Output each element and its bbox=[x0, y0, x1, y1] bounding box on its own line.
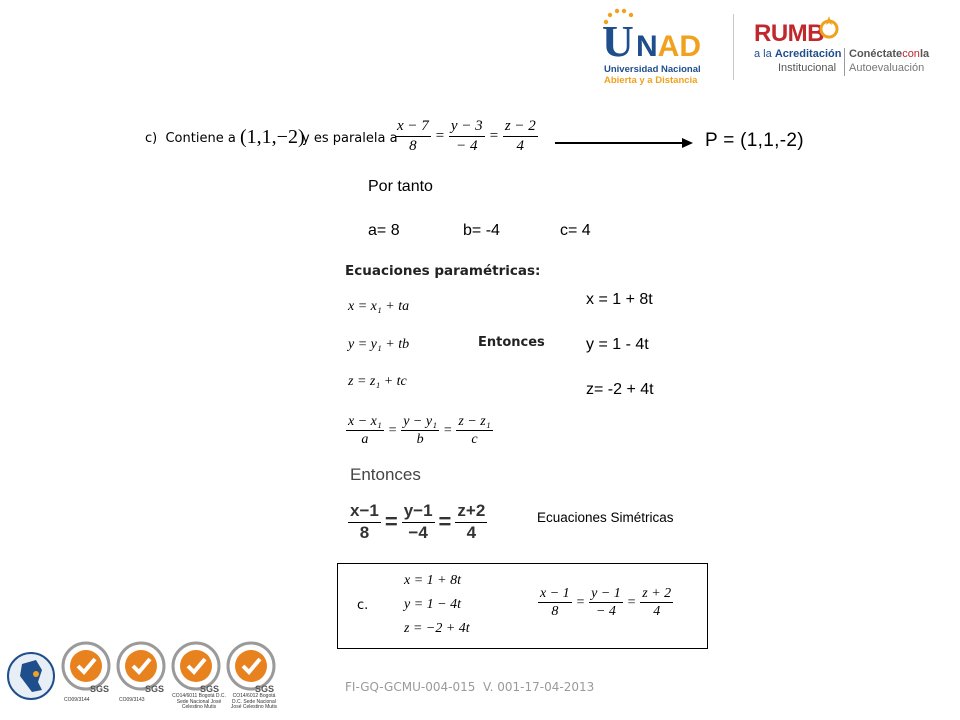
sym-n2: y−1 bbox=[402, 502, 435, 523]
answer-param-x: x = 1 + 8t bbox=[404, 573, 461, 588]
value-a: a= 8 bbox=[368, 222, 400, 239]
answer-box bbox=[337, 563, 708, 649]
header-divider bbox=[733, 14, 734, 80]
entonces-label-1: Entonces bbox=[478, 335, 545, 350]
symmetric-general: $\frac{\text{x − x₁}}{a}$ = $\frac{\text{y − y₁}}{b}$ = $\frac{\text{z − z₁}}{c}$ bbox=[348, 414, 491, 448]
param-result-y: y = 1 - 4t bbox=[586, 336, 649, 353]
answer-symmetric: $\frac{x - 1}{8}$ = $\frac{y - 1}{- 4}$ = $\frac{z + 2}{4}$ bbox=[540, 586, 672, 620]
footer-logos bbox=[6, 640, 286, 720]
sym-gen-n2: y − y₁ bbox=[401, 414, 439, 431]
ans-d2: − 4 bbox=[595, 604, 616, 620]
p-result: P = (1,1,-2) bbox=[705, 130, 804, 151]
unad-brand-n: N bbox=[636, 30, 658, 63]
entonces-label-2: Entonces bbox=[350, 465, 421, 484]
autoevaluacion: Autoevaluación bbox=[849, 62, 925, 74]
line-f2-num: y − 3 bbox=[449, 118, 485, 137]
problem-point: (1,1,−2) bbox=[240, 126, 305, 148]
sym-gen-d3: c bbox=[471, 432, 478, 448]
answer-label: c. bbox=[357, 598, 369, 613]
rumbo-logo bbox=[752, 12, 952, 86]
seal-caption-1: CO09/3144 bbox=[64, 697, 90, 703]
line-f1-num: x − 7 bbox=[395, 118, 431, 137]
rumbo-prefix: a la bbox=[754, 48, 772, 60]
sym-gen-n3: z − z₁ bbox=[456, 414, 492, 431]
ans-n3: z + 2 bbox=[640, 586, 673, 603]
ans-n2: y − 1 bbox=[589, 586, 623, 603]
line-f3-den: 4 bbox=[516, 137, 525, 154]
line-f2-den: − 4 bbox=[456, 137, 478, 154]
rumbo-strong: Acreditación bbox=[774, 48, 842, 60]
line-equation: $\frac{x - 7}{8}$ = $\frac{y - 3}{- 4}$ = $\frac{z - 2}{4}$ bbox=[397, 118, 536, 154]
problem-statement-a: c) Contiene a bbox=[145, 131, 236, 146]
rumbo-brand: RUMB bbox=[754, 20, 824, 47]
symmetric-result: $\frac{x-1}{8}$ = $\frac{y-1}{-4}$ = $\frac{z+2}{4}$ bbox=[350, 501, 486, 542]
param-eq-x: x = x₁ + ta bbox=[348, 299, 410, 314]
line-f1-den: 8 bbox=[409, 137, 417, 154]
unad-brand-u: U bbox=[602, 17, 634, 66]
answer-param-z: z = −2 + 4t bbox=[404, 621, 470, 636]
sym-gen-n1: x − x₁ bbox=[346, 414, 384, 431]
value-c: c= 4 bbox=[560, 222, 591, 239]
line-f3-num: z − 2 bbox=[503, 118, 538, 137]
sgs-label-1: SGS bbox=[90, 684, 110, 694]
param-eq-z: z = z₁ + tc bbox=[348, 374, 407, 389]
param-eq-y: y = y₁ + tb bbox=[348, 337, 410, 352]
param-result-x: x = 1 + 8t bbox=[586, 291, 653, 308]
sgs-seal-1 bbox=[60, 640, 116, 720]
conectate-c: la bbox=[919, 48, 930, 60]
sgs-label-4: SGS bbox=[255, 684, 275, 694]
sym-d3: 4 bbox=[466, 522, 477, 542]
sym-d1: 8 bbox=[359, 522, 370, 542]
por-tanto: Por tanto bbox=[368, 178, 433, 195]
unad-brand-ad: AD bbox=[657, 30, 702, 63]
ans-n1: x − 1 bbox=[538, 586, 572, 603]
sym-d2: −4 bbox=[408, 522, 428, 542]
sym-gen-d2: b bbox=[416, 432, 424, 448]
ans-d1: 8 bbox=[551, 604, 559, 620]
sgs-seal-2 bbox=[115, 640, 171, 720]
sgs-seal-3 bbox=[170, 640, 226, 720]
unad-line1: Universidad Nacional bbox=[604, 64, 701, 75]
compass-icon bbox=[818, 16, 840, 40]
ans-d3: 4 bbox=[653, 604, 661, 620]
footer-code: FI-GQ-GCMU-004-015 V. 001-17-04-2013 bbox=[345, 680, 595, 694]
answer-param-y: y = 1 − 4t bbox=[404, 597, 461, 612]
value-b: b= -4 bbox=[463, 222, 500, 239]
conectate-a: Conéctate bbox=[849, 48, 903, 60]
unad-line2: Abierta y a Distancia bbox=[604, 75, 698, 86]
sgs-label-2: SGS bbox=[145, 684, 165, 694]
rumbo-sub: Institucional bbox=[778, 62, 837, 74]
conectate-b: con bbox=[902, 48, 920, 60]
problem-statement-b: y es paralela a bbox=[302, 131, 398, 146]
param-result-z: z= -2 + 4t bbox=[586, 381, 654, 398]
sym-n3: z+2 bbox=[455, 502, 487, 523]
sym-gen-d1: a bbox=[361, 432, 369, 448]
rumbo-inner-divider bbox=[844, 48, 845, 76]
sym-n1: x−1 bbox=[348, 502, 381, 523]
sgs-seal-4 bbox=[225, 640, 281, 720]
seal-caption-4: CO14/6012 Bogotá D.C. Sede Nacional José Celestino Mutis bbox=[230, 693, 278, 710]
seal-caption-2: CO09/3143 bbox=[119, 697, 145, 703]
colombia-seal-icon bbox=[6, 646, 56, 706]
parametric-title: Ecuaciones paramétricas: bbox=[345, 263, 541, 279]
ecuaciones-simetricas-label: Ecuaciones Simétricas bbox=[537, 510, 674, 525]
right-arrow-icon bbox=[555, 137, 695, 149]
seal-caption-3: CO14/6011 Bogotá D.C. Sede Nacional José Celestino Mutis bbox=[172, 693, 226, 710]
unad-logo bbox=[600, 6, 710, 86]
sgs-label-3: SGS bbox=[200, 684, 220, 694]
